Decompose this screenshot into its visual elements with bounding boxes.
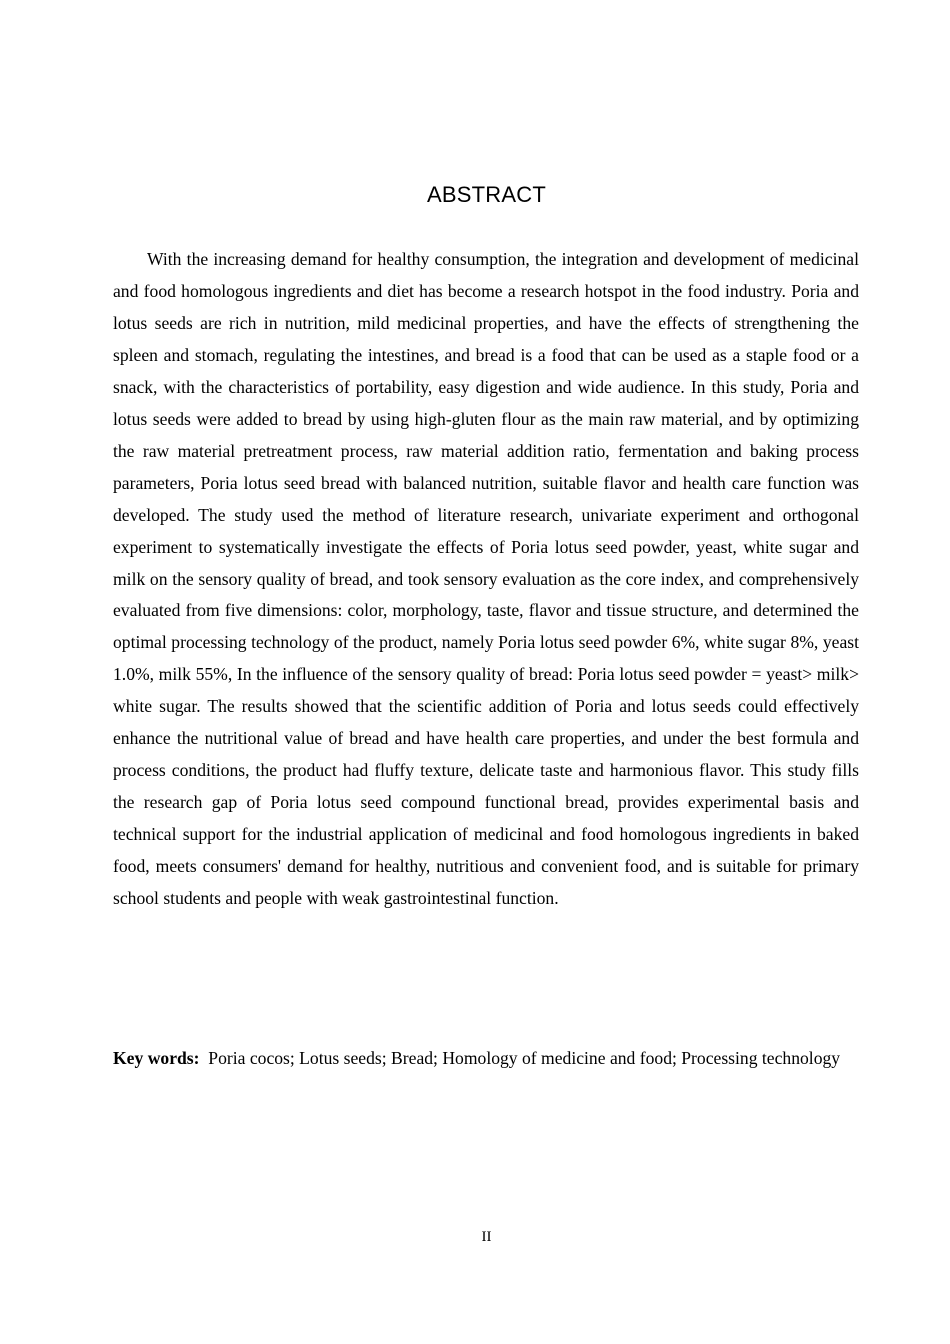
keywords-line bbox=[113, 1042, 859, 1074]
abstract-paragraph: With the increasing demand for healthy consumption, the integration and development of medicinal and food homologous ingredients and diet has become a research hotspot in the food industry. Poria and lotus seeds are rich in nutrition, mild medicinal properties, and have the effects of strengthening the spleen and stomach, regulating the intestines, and bread is a food that can be used as a staple food or a snack, with the characteristics of portability, easy digestion and wide audience. In this study, Poria and lotus seeds were added to bread by using high-gluten flour as the main raw material, and by optimizing the raw material pretreatment process, raw material addition ratio, fermentation and baking process parameters, Poria lotus seed bread with balanced nutrition, suitable flavor and health care function was developed. The study used the method of literature research, univariate experiment and orthogonal experiment to systematically investigate the effects of Poria lotus seed powder, yeast, white sugar and milk on the sensory quality of bread, and took sensory evaluation as the core index, and comprehensively evaluated from five dimensions: color, morphology, taste, flavor and tissue structure, and determined the optimal processing technology of the product, namely Poria lotus seed powder 6%, white sugar 8%, yeast 1.0%, milk 55%, In the influence of the sensory quality of bread: Poria lotus seed powder = yeast> milk> white sugar. The results showed that the scientific addition of Poria and lotus seeds could effectively enhance the nutritional value of bread and have health care properties, and under the best formula and process conditions, the product had fluffy texture, delicate taste and harmonious flavor. This study fills the research gap of Poria lotus seed compound functional bread, provides experimental basis and technical support for the industrial application of medicinal and food homologous ingredients in baked food, meets consumers' demand for healthy, nutritious and convenient food, and is suitable for primary school students and people with weak gastrointestinal function. bbox=[113, 249, 859, 909]
abstract-title: ABSTRACT bbox=[427, 182, 546, 207]
keywords-text: Poria cocos; Lotus seeds; Bread; Homology of medicine and food; Processing technology bbox=[208, 1048, 841, 1068]
keywords-label: Key words: bbox=[113, 1048, 200, 1068]
page-number: II bbox=[481, 1229, 492, 1245]
